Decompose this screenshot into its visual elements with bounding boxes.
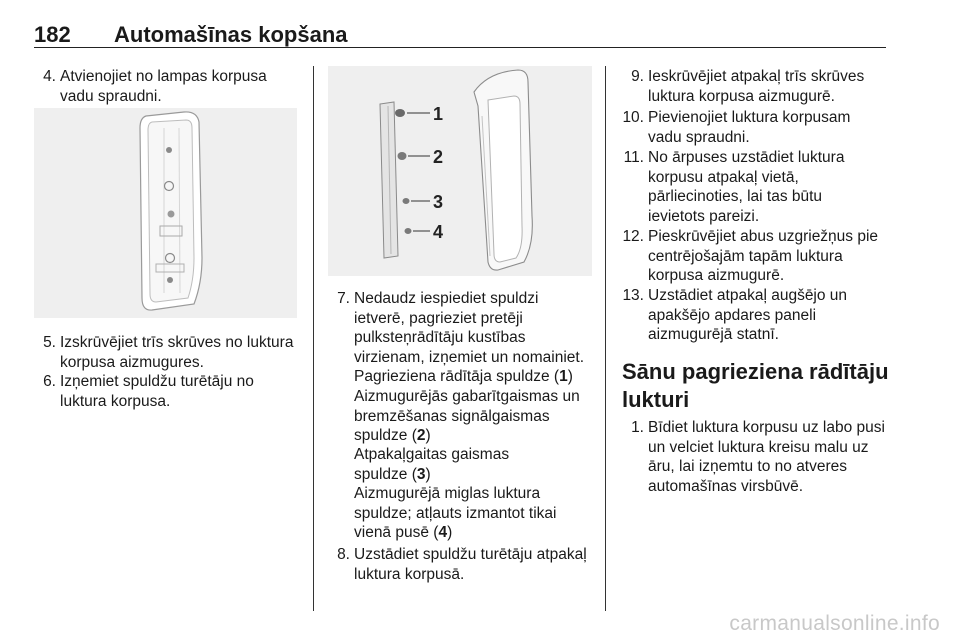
bulb-description-text: ) [425,465,431,483]
bulb-description-1 [354,367,594,387]
step-text: Bīdiet luktura korpusu uz labo pusi un velciet luktura kreisu malu uz āru, lai izņemtu to no atveres automašīnas virsbūvē. [648,419,885,495]
bulb-description-4 [354,484,594,543]
bulb-description-text: Pagrieziena rādītāja spuldze ( [354,368,560,385]
bulb-description-text: ) [447,524,453,541]
page-title: Automašīnas kopšana [114,22,348,47]
column-divider-1 [313,66,314,611]
step-number: 6. [43,373,56,390]
figure-label-4: 4 [433,222,444,242]
step-text: Pievienojiet luktura korpusam vadu spraudni. [648,109,851,146]
bulb-description-text: ) [567,368,573,385]
step-text: Izņemiet spuldžu turētāju no luktura korpusa. [60,373,254,410]
step-number: 12. [622,228,644,245]
figure-label-3: 3 [433,192,444,212]
bulb-description-3 [354,445,544,484]
step-text: Pieskrūvējiet abus uzgriežņus pie centrējošajām tapām luktura korpusa aizmugurē. [648,228,879,284]
step-text: Nedaudz iespiediet spuldzi ietverē, pagrieziet pretēji pulksteņrādītāju kustības virzienam, izņemiet un nomainiet. [354,290,585,366]
bulb-description-text: Aizmugurējās gabarītgaismas un bremzēšanas signālgaismas spuldze ( [354,388,580,444]
bulb-description-text: ) [425,427,431,444]
lamp-housing-illustration [34,108,297,318]
bulb-reference-number: 3 [416,465,426,483]
page-header [34,18,886,48]
section-title: Sānu pagrieziena rādītāju lukturi [622,359,889,412]
step-text: Ieskrūvējiet atpakaļ trīs skrūves luktura korpusa aizmugurē. [648,68,865,105]
step-number: 13. [622,287,644,304]
bulb-reference-number: 2 [416,427,426,444]
watermark: carmanualsonline.info [729,612,940,635]
step-text: No ārpuses uzstādiet luktura korpusu atpakaļ vietā, pārliecinoties, lai tas būtu ievietots pareizi. [648,149,845,225]
step-number: 8. [337,546,350,563]
step-text: Atvienojiet no lampas korpusa vadu spraudni. [60,68,267,105]
step-number: 1. [631,419,644,436]
step-number: 7. [337,290,350,307]
figure-bulb-holder [328,66,592,276]
step-number: 5. [43,334,56,351]
column-divider-2 [605,66,606,611]
page-number: 182 [34,22,71,47]
step-number: 9. [631,68,644,85]
step-text: Uzstādiet spuldžu turētāju atpakaļ luktura korpusā. [354,546,587,583]
figure-label-1: 1 [433,104,444,124]
step-text: Uzstādiet atpakaļ augšējo un apakšējo apdares paneli aizmugurējā statnī. [648,287,848,343]
header-divider [34,47,886,48]
step-text: Izskrūvējiet trīs skrūves no luktura korpusa aizmugures. [60,334,294,371]
figure-lamp-housing [34,108,297,318]
bulb-reference-number: 4 [438,524,448,541]
bulb-description-text: Aizmugurējā miglas luktura spuldze; atļauts izmantot tikai vienā pusē ( [354,485,557,541]
bulb-holder-illustration [328,66,592,276]
bulb-description-2 [354,387,594,446]
step-number: 10. [622,109,644,126]
bulb-description-text: Atpakaļgaitas gaismas spuldze ( [354,446,510,483]
step-number: 4. [43,68,56,85]
bulb-reference-number: 1 [559,368,568,385]
figure-label-2: 2 [433,147,444,167]
step-number: 11. [623,149,644,166]
